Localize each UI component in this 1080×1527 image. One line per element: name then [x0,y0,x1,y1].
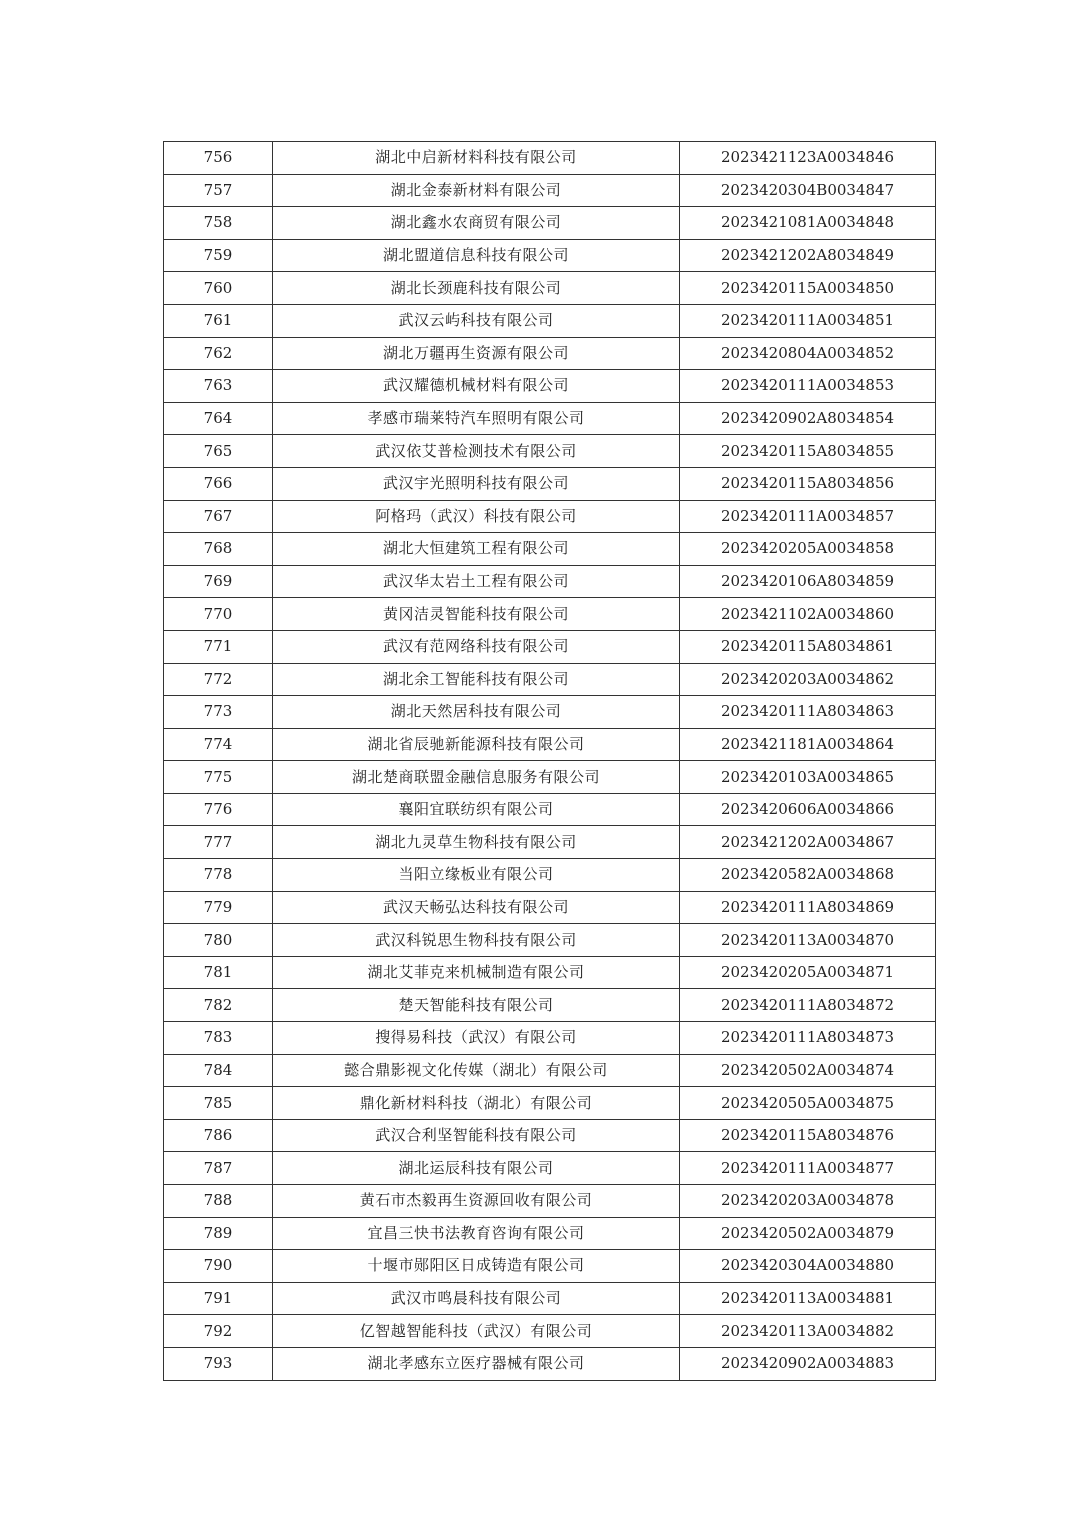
table-row [164,435,936,468]
table-row [164,272,936,305]
table-row [164,1282,936,1315]
company-name-cell: 当阳立缘板业有限公司 [273,859,680,892]
table-row [164,1347,936,1380]
row-number-cell: 764 [164,402,273,435]
table-row [164,761,936,794]
company-name-cell: 武汉天畅弘达科技有限公司 [273,891,680,924]
company-name-cell: 湖北盟道信息科技有限公司 [273,239,680,272]
registration-code-cell: 2023420111A0034857 [680,500,936,533]
registration-code-cell: 2023420106A8034859 [680,565,936,598]
registration-code-cell: 2023420115A0034850 [680,272,936,305]
company-name-cell: 湖北长颈鹿科技有限公司 [273,272,680,305]
registration-code-cell: 2023420113A0034881 [680,1282,936,1315]
registration-code-cell: 2023420111A8034863 [680,696,936,729]
row-number-cell: 789 [164,1217,273,1250]
company-name-cell: 武汉华太岩土工程有限公司 [273,565,680,598]
company-name-cell: 孝感市瑞莱特汽车照明有限公司 [273,402,680,435]
row-number-cell: 781 [164,956,273,989]
company-name-cell: 武汉科锐思生物科技有限公司 [273,924,680,957]
table-row [164,598,936,631]
table-row [164,500,936,533]
row-number-cell: 762 [164,337,273,370]
row-number-cell: 780 [164,924,273,957]
company-name-cell: 湖北鑫水农商贸有限公司 [273,207,680,240]
company-name-cell: 襄阳宜联纺织有限公司 [273,793,680,826]
company-name-cell: 湖北天然居科技有限公司 [273,696,680,729]
company-name-cell: 十堰市郧阳区日成铸造有限公司 [273,1250,680,1283]
table-row [164,304,936,337]
company-name-cell: 宜昌三快书法教育咨询有限公司 [273,1217,680,1250]
company-name-cell: 湖北孝感东立医疗器械有限公司 [273,1347,680,1380]
row-number-cell: 768 [164,533,273,566]
row-number-cell: 774 [164,728,273,761]
row-number-cell: 776 [164,793,273,826]
company-name-cell: 阿格玛（武汉）科技有限公司 [273,500,680,533]
row-number-cell: 758 [164,207,273,240]
table-row [164,174,936,207]
registration-code-cell: 2023420103A0034865 [680,761,936,794]
company-name-cell: 湖北金泰新材料有限公司 [273,174,680,207]
registration-code-cell: 2023420111A0034851 [680,304,936,337]
registration-code-cell: 2023421123A0034846 [680,142,936,175]
registration-code-cell: 2023420902A8034854 [680,402,936,435]
row-number-cell: 790 [164,1250,273,1283]
row-number-cell: 760 [164,272,273,305]
company-name-cell: 湖北万疆再生资源有限公司 [273,337,680,370]
registration-code-cell: 2023420606A0034866 [680,793,936,826]
company-name-cell: 黄冈洁灵智能科技有限公司 [273,598,680,631]
company-name-cell: 湖北楚商联盟金融信息服务有限公司 [273,761,680,794]
row-number-cell: 792 [164,1315,273,1348]
table-row [164,924,936,957]
table-row [164,239,936,272]
company-name-cell: 湖北省辰驰新能源科技有限公司 [273,728,680,761]
registration-code-cell: 2023421181A0034864 [680,728,936,761]
company-name-cell: 湖北运辰科技有限公司 [273,1152,680,1185]
table-body [164,142,936,1381]
company-name-cell: 搜得易科技（武汉）有限公司 [273,1022,680,1055]
row-number-cell: 773 [164,696,273,729]
row-number-cell: 777 [164,826,273,859]
table-row [164,467,936,500]
registration-code-cell: 2023420902A0034883 [680,1347,936,1380]
row-number-cell: 771 [164,630,273,663]
registration-code-cell: 2023420205A0034871 [680,956,936,989]
registration-code-cell: 2023420111A8034872 [680,989,936,1022]
table-row [164,402,936,435]
row-number-cell: 766 [164,467,273,500]
registration-code-cell: 2023420203A0034878 [680,1185,936,1218]
registration-code-cell: 2023421102A0034860 [680,598,936,631]
table-row [164,1315,936,1348]
company-name-cell: 武汉耀德机械材料有限公司 [273,370,680,403]
table-row [164,956,936,989]
row-number-cell: 767 [164,500,273,533]
table-row [164,1022,936,1055]
registration-code-cell: 2023420205A0034858 [680,533,936,566]
table-row [164,891,936,924]
table-row [164,142,936,175]
registration-code-cell: 2023420304B0034847 [680,174,936,207]
company-name-cell: 武汉宇光照明科技有限公司 [273,467,680,500]
registration-code-cell: 2023420502A0034879 [680,1217,936,1250]
table-row [164,337,936,370]
table-row [164,533,936,566]
company-name-cell: 湖北中启新材料科技有限公司 [273,142,680,175]
table-row [164,565,936,598]
row-number-cell: 772 [164,663,273,696]
registration-code-cell: 2023420304A0034880 [680,1250,936,1283]
registration-code-cell: 2023420804A0034852 [680,337,936,370]
row-number-cell: 778 [164,859,273,892]
registration-code-cell: 2023420111A8034873 [680,1022,936,1055]
row-number-cell: 787 [164,1152,273,1185]
registration-code-cell: 2023420111A0034877 [680,1152,936,1185]
registration-code-cell: 2023420505A0034875 [680,1087,936,1120]
company-name-cell: 武汉依艾普检测技术有限公司 [273,435,680,468]
row-number-cell: 779 [164,891,273,924]
row-number-cell: 784 [164,1054,273,1087]
table-row [164,1152,936,1185]
row-number-cell: 756 [164,142,273,175]
row-number-cell: 782 [164,989,273,1022]
registration-code-cell: 2023420115A8034876 [680,1119,936,1152]
company-name-cell: 楚天智能科技有限公司 [273,989,680,1022]
table-row [164,1185,936,1218]
registration-code-cell: 2023421081A0034848 [680,207,936,240]
table-row [164,696,936,729]
table-row [164,207,936,240]
company-name-cell: 湖北大恒建筑工程有限公司 [273,533,680,566]
registration-code-cell: 2023420115A8034861 [680,630,936,663]
table-row [164,1119,936,1152]
row-number-cell: 793 [164,1347,273,1380]
company-name-cell: 亿智越智能科技（武汉）有限公司 [273,1315,680,1348]
table-row [164,728,936,761]
row-number-cell: 788 [164,1185,273,1218]
registration-code-cell: 2023420115A8034855 [680,435,936,468]
row-number-cell: 783 [164,1022,273,1055]
row-number-cell: 791 [164,1282,273,1315]
company-name-cell: 黄石市杰毅再生资源回收有限公司 [273,1185,680,1218]
row-number-cell: 775 [164,761,273,794]
company-name-cell: 武汉合利坚智能科技有限公司 [273,1119,680,1152]
table-row [164,1250,936,1283]
registration-code-cell: 2023420502A0034874 [680,1054,936,1087]
row-number-cell: 769 [164,565,273,598]
registration-code-cell: 2023420111A8034869 [680,891,936,924]
table-row [164,1217,936,1250]
company-name-cell: 湖北九灵草生物科技有限公司 [273,826,680,859]
row-number-cell: 757 [164,174,273,207]
registration-code-cell: 2023421202A8034849 [680,239,936,272]
row-number-cell: 765 [164,435,273,468]
row-number-cell: 763 [164,370,273,403]
row-number-cell: 761 [164,304,273,337]
registration-code-cell: 2023421202A0034867 [680,826,936,859]
table-row [164,630,936,663]
company-name-cell: 武汉有范网络科技有限公司 [273,630,680,663]
table-row [164,793,936,826]
company-name-cell: 湖北艾菲克来机械制造有限公司 [273,956,680,989]
table-row [164,370,936,403]
registration-code-cell: 2023420113A0034870 [680,924,936,957]
company-name-cell: 湖北余工智能科技有限公司 [273,663,680,696]
company-name-cell: 鼎化新材料科技（湖北）有限公司 [273,1087,680,1120]
registration-code-cell: 2023420115A8034856 [680,467,936,500]
table-row [164,989,936,1022]
table-row [164,826,936,859]
table-row [164,859,936,892]
registration-code-cell: 2023420111A0034853 [680,370,936,403]
table-row [164,1054,936,1087]
row-number-cell: 786 [164,1119,273,1152]
company-name-cell: 武汉云屿科技有限公司 [273,304,680,337]
company-registry-table [163,141,936,1381]
company-name-cell: 武汉市鸣晨科技有限公司 [273,1282,680,1315]
table-row [164,663,936,696]
registration-code-cell: 2023420113A0034882 [680,1315,936,1348]
row-number-cell: 785 [164,1087,273,1120]
row-number-cell: 770 [164,598,273,631]
registration-code-cell: 2023420203A0034862 [680,663,936,696]
registration-code-cell: 2023420582A0034868 [680,859,936,892]
table-row [164,1087,936,1120]
row-number-cell: 759 [164,239,273,272]
company-name-cell: 懿合鼎影视文化传媒（湖北）有限公司 [273,1054,680,1087]
